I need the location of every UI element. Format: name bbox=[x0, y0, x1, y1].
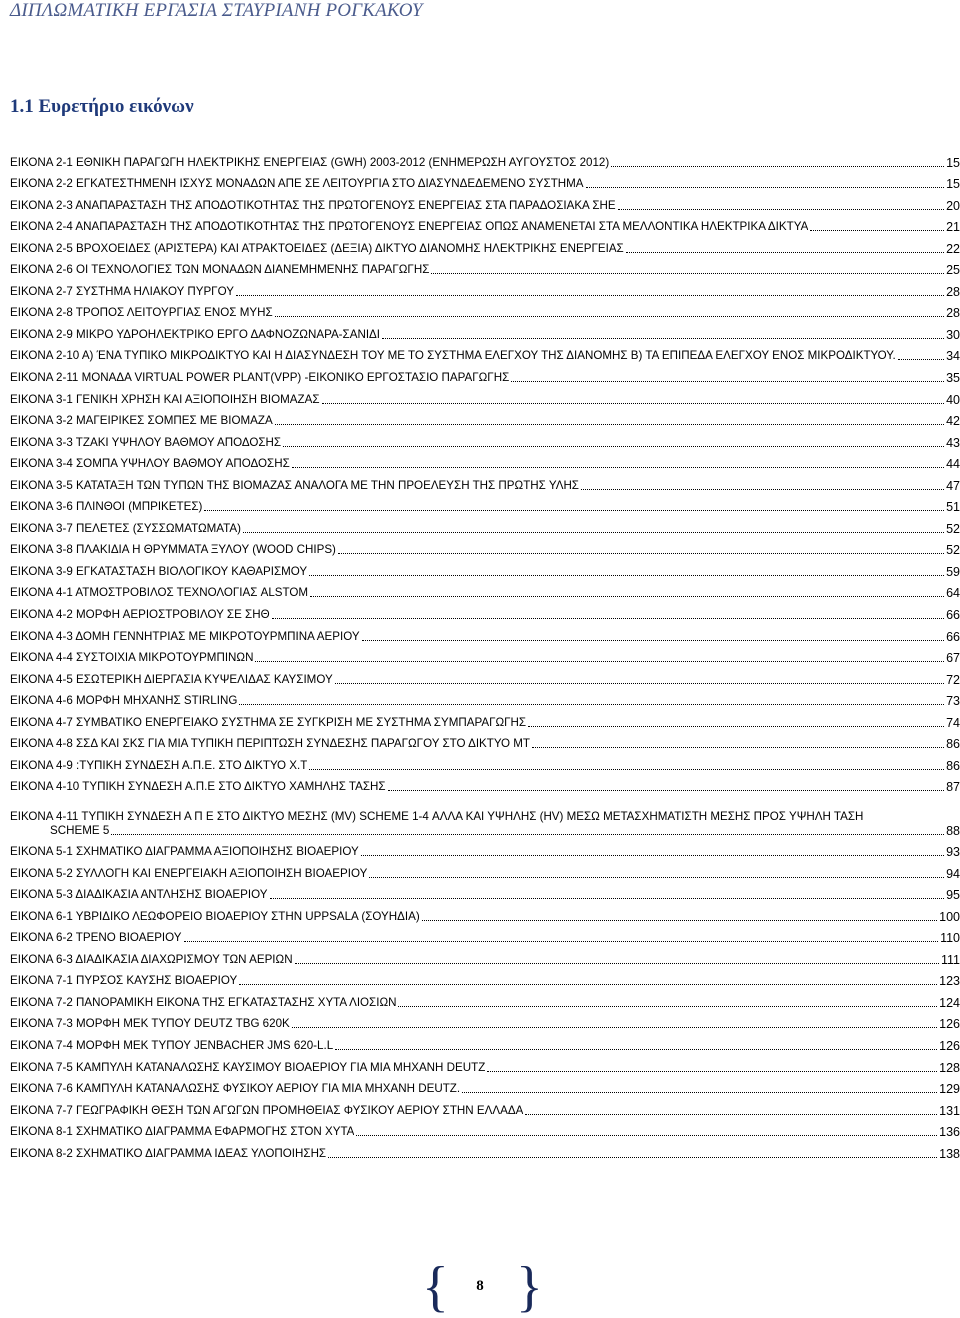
toc-entry[interactable] bbox=[10, 579, 960, 601]
toc-entry-title: ΕΙΚΟΝΑ 2-11 ΜΟΝΑΔΑ VIRTUAL POWER PLANT(VPP) -ΕΙΚΟΝΙΚΟ ΕΡΓΟΣΤΑΣΙΟ ΠΑΡΑΓΩΓΗΣ bbox=[10, 371, 510, 385]
toc-entry[interactable] bbox=[10, 945, 960, 967]
dot-leader bbox=[388, 790, 945, 791]
dot-leader bbox=[275, 316, 944, 317]
toc-entry[interactable] bbox=[10, 536, 960, 558]
toc-entry-page: 110 bbox=[940, 931, 960, 946]
toc-entry[interactable] bbox=[10, 1075, 960, 1097]
dot-leader bbox=[292, 1027, 937, 1028]
toc-entry[interactable] bbox=[10, 471, 960, 493]
toc-entry-title: ΕΙΚΟΝΑ 6-1 ΥΒΡΙΔΙΚΟ ΛΕΩΦΟΡΕΙΟ ΒΙΟΑΕΡΙΟΥ ΣΤΗΝ UPPSALA (ΣΟΥΗΔΙΑ) bbox=[10, 909, 420, 923]
toc-entry[interactable] bbox=[10, 773, 960, 795]
toc-entry-page: 74 bbox=[946, 715, 960, 730]
toc-entry-page: 128 bbox=[939, 1060, 960, 1075]
toc-entry-page: 52 bbox=[946, 543, 960, 558]
toc-entry-title: ΕΙΚΟΝΑ 7-3 ΜΟΡΦΗ ΜΕΚ ΤΥΠΟΥ DEUTZ TBG 620K bbox=[10, 1017, 290, 1031]
toc-entry-page: 126 bbox=[939, 1038, 960, 1053]
toc-entry-title: ΕΙΚΟΝΑ 2-5 ΒΡΟΧΟΕΙΔΕΣ (ΑΡΙΣΤΕΡΑ) ΚΑΙ ΑΤΡΑΚΤΟΕΙΔΕΣ (ΔΕΞΙΑ) ΔΙΚΤΥΟ ΔΙΑΝΟΜΗΣ ΗΛΕΚΤΡΙΚΗΣ ΕΝΕΡΓΕΙΑΣ bbox=[10, 241, 624, 255]
dot-leader bbox=[335, 683, 944, 684]
toc-entry[interactable] bbox=[10, 342, 960, 364]
toc-entry-page: 22 bbox=[946, 241, 960, 256]
toc-entry-page: 15 bbox=[946, 177, 960, 192]
toc-entry-title: ΕΙΚΟΝΑ 3-2 ΜΑΓΕΙΡΙΚΕΣ ΣΟΜΠΕΣ ΜΕ ΒΙΟΜΑΖΑ bbox=[10, 414, 273, 428]
toc-entry[interactable] bbox=[10, 622, 960, 644]
toc-entry[interactable] bbox=[10, 170, 960, 192]
dot-leader bbox=[275, 424, 944, 425]
toc-entry-title: ΕΙΚΟΝΑ 7-7 ΓΕΩΓΡΑΦΙΚΗ ΘΕΣΗ ΤΩΝ ΑΓΩΓΩΝ ΠΡΟΜΗΘΕΙΑΣ ΦΥΣΙΚΟΥ ΑΕΡΙΟΥ ΣΤΗΝ ΕΛΛΑΔΑ bbox=[10, 1103, 524, 1117]
dot-leader bbox=[255, 661, 944, 662]
dot-leader bbox=[361, 855, 944, 856]
toc-entry-page: 131 bbox=[939, 1103, 960, 1118]
toc-entry[interactable] bbox=[10, 299, 960, 321]
toc-entry[interactable] bbox=[10, 600, 960, 622]
toc-entry[interactable] bbox=[10, 794, 960, 837]
toc-entry[interactable] bbox=[10, 1053, 960, 1075]
dot-leader bbox=[618, 209, 944, 210]
dot-leader bbox=[335, 1049, 937, 1050]
dot-leader bbox=[322, 403, 945, 404]
dot-leader bbox=[111, 834, 944, 835]
toc-entry[interactable] bbox=[10, 751, 960, 773]
toc-entry-title: ΕΙΚΟΝΑ 3-7 ΠΕΛΕΤΕΣ (ΣΥΣΣΩΜΑΤΩΜΑΤΑ) bbox=[10, 521, 241, 535]
toc-entry-page: 126 bbox=[939, 1017, 960, 1032]
toc-entry[interactable] bbox=[10, 428, 960, 450]
toc-entry[interactable] bbox=[10, 967, 960, 989]
dot-leader bbox=[398, 1006, 937, 1007]
dot-leader bbox=[356, 1135, 937, 1136]
toc-entry-page: 44 bbox=[946, 457, 960, 472]
toc-entry-page: 86 bbox=[946, 758, 960, 773]
toc-entry[interactable] bbox=[10, 1118, 960, 1140]
dot-leader bbox=[283, 446, 944, 447]
toc-entry[interactable] bbox=[10, 838, 960, 860]
toc-entry[interactable] bbox=[10, 148, 960, 170]
dot-leader bbox=[369, 877, 944, 878]
dot-leader bbox=[239, 984, 937, 985]
dot-leader bbox=[511, 381, 944, 382]
dot-leader bbox=[328, 1157, 937, 1158]
toc-entry-page: 64 bbox=[946, 586, 960, 601]
dot-leader bbox=[422, 920, 937, 921]
toc-entry-title: ΕΙΚΟΝΑ 7-4 ΜΟΡΦΗ ΜΕΚ ΤΥΠΟΥ JENBACHER JMS 620-L.L bbox=[10, 1038, 334, 1052]
toc-entry[interactable] bbox=[10, 1010, 960, 1032]
dot-leader bbox=[270, 898, 945, 899]
toc-entry[interactable] bbox=[10, 385, 960, 407]
toc-entry[interactable] bbox=[10, 234, 960, 256]
toc-entry-title: ΕΙΚΟΝΑ 4-11 ΤΥΠΙΚΗ ΣΥΝΔΕΣΗ Α Π Ε ΣΤΟ ΔΙΚΤΥΟ ΜΕΣΗΣ (MV) SCHEME 1-4 ΑΛΛΑ ΚΑΙ ΥΨΗΛΗΣ (HV) ΜΕΣΩ ΜΕΤΑΣΧΗΜΑΤΙΣΤΗ ΜΕΣΗΣ ΠΡΟΣ ΥΨΗΛΗ ΤΑΣΗ bbox=[10, 809, 864, 823]
toc-entry-page: 87 bbox=[946, 780, 960, 795]
toc-entry-title: ΕΙΚΟΝΑ 5-3 ΔΙΑΔΙΚΑΣΙΑ ΑΝΤΛΗΣΗΣ ΒΙΟΑΕΡΙΟΥ bbox=[10, 888, 268, 902]
toc-entry-title: ΕΙΚΟΝΑ 4-2 ΜΟΡΦΗ ΑΕΡΙΟΣΤΡΟΒΙΛΟΥ ΣΕ ΣΗΘ bbox=[10, 608, 270, 622]
toc-entry-page: 34 bbox=[946, 349, 960, 364]
toc-entry-title: ΕΙΚΟΝΑ 2-1 ΕΘΝΙΚΗ ΠΑΡΑΓΩΓΗ ΗΛΕΚΤΡΙΚΗΣ ΕΝΕΡΓΕΙΑΣ (GWH) 2003-2012 (ΕΝΗΜΕΡΩΣΗ ΑΥΓΟΥΣΤΟΣ 2012) bbox=[10, 155, 610, 169]
toc-entry-title: ΕΙΚΟΝΑ 3-6 ΠΛΙΝΘΟΙ (ΜΠΡΙΚΕΤΕΣ) bbox=[10, 500, 203, 514]
toc-entry-page: 51 bbox=[946, 500, 960, 515]
toc-entry-page: 42 bbox=[946, 414, 960, 429]
toc-entry[interactable] bbox=[10, 213, 960, 235]
toc-entry-title: ΕΙΚΟΝΑ 2-10 Α) ΈΝΑ ΤΥΠΙΚΟ ΜΙΚΡΟΔΙΚΤΥΟ ΚΑΙ Η ΔΙΑΣΥΝΔΕΣΗ ΤΟΥ ΜΕ ΤΟ ΣΥΣΤΗΜΑ ΕΛΕΓΧΟΥ ΤΗΣ ΔΙΑΝΟΜΗΣ Β) ΤΑ ΕΠΙΠΕΔΑ ΕΛΕΓΧΟΥ ΕΝΟΣ ΜΙΚΡΟΔΙΚΤΥΟΥ. bbox=[10, 349, 896, 363]
toc-entry[interactable] bbox=[10, 665, 960, 687]
toc-entry[interactable] bbox=[10, 191, 960, 213]
toc-entry[interactable] bbox=[10, 988, 960, 1010]
left-brace-ornament: { bbox=[422, 1256, 449, 1318]
dot-leader bbox=[611, 166, 944, 167]
dot-leader bbox=[382, 338, 944, 339]
dot-leader bbox=[586, 187, 945, 188]
toc-entry-page: 94 bbox=[946, 866, 960, 881]
toc-entry-page: 136 bbox=[939, 1125, 960, 1140]
dot-leader bbox=[292, 467, 944, 468]
toc-entry-title: ΕΙΚΟΝΑ 3-9 ΕΓΚΑΤΑΣΤΑΣΗ ΒΙΟΛΟΓΙΚΟΥ ΚΑΘΑΡΙΣΜΟΥ bbox=[10, 564, 308, 578]
toc-entry-title: ΕΙΚΟΝΑ 4-7 ΣΥΜΒΑΤΙΚΟ ΕΝΕΡΓΕΙΑΚΟ ΣΥΣΤΗΜΑ ΣΕ ΣΥΓΚΡΙΣΗ ΜΕ ΣΥΣΤΗΜΑ ΣΥΜΠΑΡΑΓΩΓΗΣ bbox=[10, 715, 527, 729]
toc-entry-title: ΕΙΚΟΝΑ 7-6 ΚΑΜΠΥΛΗ ΚΑΤΑΝΑΛΩΣΗΣ ΦΥΣΙΚΟΥ ΑΕΡΙΟΥ ΓΙΑ ΜΙΑ ΜΗΧΑΝΗ DEUTZ. bbox=[10, 1082, 461, 1096]
toc-entry-page: 20 bbox=[946, 198, 960, 213]
toc-entry-page: 88 bbox=[946, 823, 960, 838]
dot-leader bbox=[204, 510, 944, 511]
toc-entry-title: ΕΙΚΟΝΑ 7-1 ΠΥΡΣΟΣ ΚΑΥΣΗΣ ΒΙΟΑΕΡΙΟΥ bbox=[10, 974, 238, 988]
dot-leader bbox=[272, 618, 945, 619]
toc-entry-title: ΕΙΚΟΝΑ 5-2 ΣΥΛΛΟΓΗ ΚΑΙ ΕΝΕΡΓΕΙΑΚΗ ΑΞΙΟΠΟΙΗΣΗ ΒΙΟΑΕΡΙΟΥ bbox=[10, 866, 368, 880]
toc-entry[interactable] bbox=[10, 363, 960, 385]
toc-entry-title: ΕΙΚΟΝΑ 2-3 ΑΝΑΠΑΡΑΣΤΑΣΗ ΤΗΣ ΑΠΟΔΟΤΙΚΟΤΗΤΑΣ ΤΗΣ ΠΡΩΤΟΓΕΝΟΥΣ ΕΝΕΡΓΕΙΑΣ ΣΤΑ ΠΑΡΑΔΟΣΙΑΚΑ ΣΗΕ bbox=[10, 198, 616, 212]
toc-entry-page: 73 bbox=[946, 694, 960, 709]
toc-entry-page: 28 bbox=[946, 284, 960, 299]
dot-leader bbox=[532, 747, 944, 748]
toc-entry[interactable] bbox=[10, 277, 960, 299]
toc-entry-title: ΕΙΚΟΝΑ 4-9 :ΤΥΠΙΚΗ ΣΥΝΔΕΣΗ Α.Π.Ε. ΣΤΟ ΔΙΚΤΥΟ Χ.Τ bbox=[10, 758, 308, 772]
running-header: ΔΙΠΛΩΜΑΤΙΚΗ ΕΡΓΑΣΙΑ ΣΤΑΥΡΙΑΝΗ ΡΟΓΚΑΚΟΥ bbox=[10, 0, 423, 21]
toc-entry-page: 111 bbox=[940, 952, 960, 967]
dot-leader bbox=[310, 596, 944, 597]
toc-entry-title: ΕΙΚΟΝΑ 6-2 ΤΡΕΝΟ ΒΙΟΑΕΡΙΟΥ bbox=[10, 931, 182, 945]
toc-entry[interactable] bbox=[10, 514, 960, 536]
toc-entry[interactable] bbox=[10, 256, 960, 278]
toc-entry-page: 67 bbox=[946, 651, 960, 666]
page-number: 8 bbox=[476, 1278, 484, 1294]
dot-leader bbox=[810, 230, 944, 231]
dot-leader bbox=[362, 640, 945, 641]
toc-entry-title: ΕΙΚΟΝΑ 3-8 ΠΛΑΚΙΔΙΑ Η ΘΡΥΜΜΑΤΑ ΞΥΛΟΥ (WOOD CHIPS) bbox=[10, 543, 336, 557]
toc-entry[interactable] bbox=[10, 730, 960, 752]
dot-leader bbox=[898, 359, 944, 360]
toc-entry[interactable] bbox=[10, 859, 960, 881]
toc-entry-page: 124 bbox=[939, 995, 960, 1010]
toc-entry-title: ΕΙΚΟΝΑ 8-1 ΣΧΗΜΑΤΙΚΟ ΔΙΑΓΡΑΜΜΑ ΕΦΑΡΜΟΓΗΣ ΣΤΟΝ ΧΥΤΑ bbox=[10, 1125, 355, 1139]
toc-entry-page: 100 bbox=[939, 909, 960, 924]
toc-entry[interactable] bbox=[10, 881, 960, 903]
toc-entry-page: 21 bbox=[946, 220, 960, 235]
dot-leader bbox=[528, 726, 944, 727]
dot-leader bbox=[309, 575, 944, 576]
toc-entry-title: ΕΙΚΟΝΑ 3-4 ΣΟΜΠΑ ΥΨΗΛΟΥ ΒΑΘΜΟΥ ΑΠΟΔΟΣΗΣ bbox=[10, 457, 290, 471]
toc-entry[interactable] bbox=[10, 407, 960, 429]
toc-entry-page: 28 bbox=[946, 306, 960, 321]
page-footer bbox=[0, 1256, 960, 1318]
toc-entry-title: ΕΙΚΟΝΑ 4-10 ΤΥΠΙΚΗ ΣΥΝΔΕΣΗ Α.Π.Ε ΣΤΟ ΔΙΚΤΥΟ ΧΑΜΗΛΗΣ ΤΑΣΗΣ bbox=[10, 780, 386, 794]
toc-entry-title: ΕΙΚΟΝΑ 4-4 ΣΥΣΤΟΙΧΙΑ ΜΙΚΡΟΤΟΥΡΜΠΙΝΩΝ bbox=[10, 651, 254, 665]
toc-entry-title: ΕΙΚΟΝΑ 4-5 ΕΣΩΤΕΡΙΚΗ ΔΙΕΡΓΑΣΙΑ ΚΥΨΕΛΙΔΑΣ ΚΑΥΣΙΜΟΥ bbox=[10, 672, 333, 686]
toc-entry[interactable] bbox=[10, 557, 960, 579]
toc-entry[interactable] bbox=[10, 1096, 960, 1118]
toc-entry-title: ΕΙΚΟΝΑ 3-1 ΓΕΝΙΚΗ ΧΡΗΣΗ ΚΑΙ ΑΞΙΟΠΟΙΗΣΗ ΒΙΟΜΑΖΑΣ bbox=[10, 392, 320, 406]
toc-entry-page: 95 bbox=[946, 888, 960, 903]
toc-entry-page: 35 bbox=[946, 371, 960, 386]
toc-entry[interactable] bbox=[10, 493, 960, 515]
toc-entry-title: ΕΙΚΟΝΑ 8-2 ΣΧΗΜΑΤΙΚΟ ΔΙΑΓΡΑΜΜΑ ΙΔΕΑΣ ΥΛΟΠΟΙΗΣΗΣ bbox=[10, 1146, 327, 1160]
toc-entry-title: ΕΙΚΟΝΑ 2-2 ΕΓΚΑΤΕΣΤΗΜΕΝΗ ΙΣΧΥΣ ΜΟΝΑΔΩΝ ΑΠΕ ΣΕ ΛΕΙΤΟΥΡΓΙΑ ΣΤΟ ΔΙΑΣΥΝΔΕΔΕΜΕΝΟ ΣΥΣΤΗΜΑ bbox=[10, 177, 584, 191]
dot-leader bbox=[338, 553, 944, 554]
section-title: 1.1 Ευρετήριο εικόνων bbox=[10, 96, 194, 117]
toc-entry-title: ΕΙΚΟΝΑ 2-4 ΑΝΑΠΑΡΑΣΤΑΣΗ ΤΗΣ ΑΠΟΔΟΤΙΚΟΤΗΤΑΣ ΤΗΣ ΠΡΩΤΟΓΕΝΟΥΣ ΕΝΕΡΓΕΙΑΣ ΟΠΩΣ ΑΝΑΜΕΝΕΤΑΙ ΣΤΑ ΜΕΛΛΟΝΤΙΚΑ ΗΛΕΚΤΡΙΚΑ ΔΙΚΤΥΑ bbox=[10, 220, 809, 234]
toc-entry[interactable] bbox=[10, 1139, 960, 1161]
toc-entry-title-continued: SCHEME 5 bbox=[50, 823, 110, 837]
toc-entry[interactable] bbox=[10, 450, 960, 472]
toc-entry-title: ΕΙΚΟΝΑ 4-8 ΣΣΔ ΚΑΙ ΣΚΣ ΓΙΑ ΜΙΑ ΤΥΠΙΚΗ ΠΕΡΙΠΤΩΣΗ ΣΥΝΔΕΣΗΣ ΠΑΡΑΓΩΓΟΥ ΣΤΟ ΔΙΚΤΥΟ ΜΤ bbox=[10, 737, 530, 751]
toc-entry-page: 40 bbox=[946, 392, 960, 407]
toc-entry-title: ΕΙΚΟΝΑ 3-5 ΚΑΤΑΤΑΞΗ ΤΩΝ ΤΥΠΩΝ ΤΗΣ ΒΙΟΜΑΖΑΣ ΑΝΑΛΟΓΑ ΜΕ ΤΗΝ ΠΡΟΕΛΕΥΣΗ ΤΗΣ ΠΡΩΤΗΣ ΥΛΗΣ bbox=[10, 478, 579, 492]
toc-entry-title: ΕΙΚΟΝΑ 2-7 ΣΥΣΤΗΜΑ ΗΛΙΑΚΟΥ ΠΥΡΓΟΥ bbox=[10, 284, 234, 298]
dot-leader bbox=[295, 963, 939, 964]
toc-entry-page: 93 bbox=[946, 845, 960, 860]
dot-leader bbox=[309, 769, 944, 770]
toc-entry-title: ΕΙΚΟΝΑ 3-3 ΤΖΑΚΙ ΥΨΗΛΟΥ ΒΑΘΜΟΥ ΑΠΟΔΟΣΗΣ bbox=[10, 435, 282, 449]
toc-entry-page: 59 bbox=[946, 564, 960, 579]
toc-entry-title: ΕΙΚΟΝΑ 4-3 ΔΟΜΗ ΓΕΝΝΗΤΡΙΑΣ ΜΕ ΜΙΚΡΟΤΟΥΡΜΠΙΝΑ ΑΕΡΙΟΥ bbox=[10, 629, 360, 643]
toc-entry-page: 123 bbox=[939, 974, 960, 989]
toc-entry[interactable] bbox=[10, 687, 960, 709]
toc-entry-page: 30 bbox=[946, 327, 960, 342]
toc-entry[interactable] bbox=[10, 1031, 960, 1053]
figure-index bbox=[10, 148, 960, 1161]
toc-entry-page: 86 bbox=[946, 737, 960, 752]
dot-leader bbox=[626, 252, 944, 253]
toc-entry-page: 43 bbox=[946, 435, 960, 450]
dot-leader bbox=[487, 1071, 937, 1072]
toc-entry-title: ΕΙΚΟΝΑ 7-2 ΠΑΝΟΡΑΜΙΚΗ ΕΙΚΟΝΑ ΤΗΣ ΕΓΚΑΤΑΣΤΑΣΗΣ ΧΥΤΑ ΛΙΟΣΙΩΝ bbox=[10, 995, 397, 1009]
toc-entry-page: 15 bbox=[946, 155, 960, 170]
toc-entry-page: 66 bbox=[946, 608, 960, 623]
toc-entry-page: 52 bbox=[946, 521, 960, 536]
dot-leader bbox=[431, 273, 944, 274]
toc-entry[interactable] bbox=[10, 924, 960, 946]
toc-entry-title: ΕΙΚΟΝΑ 7-5 ΚΑΜΠΥΛΗ ΚΑΤΑΝΑΛΩΣΗΣ ΚΑΥΣΙΜΟΥ ΒΙΟΑΕΡΙΟΥ ΓΙΑ ΜΙΑ ΜΗΧΑΝΗ DEUTZ bbox=[10, 1060, 486, 1074]
toc-entry-title: ΕΙΚΟΝΑ 4-1 ΑΤΜΟΣΤΡΟΒΙΛΟΣ ΤΕΧΝΟΛΟΓΙΑΣ ALSTOM bbox=[10, 586, 309, 600]
dot-leader bbox=[525, 1114, 937, 1115]
toc-entry[interactable] bbox=[10, 902, 960, 924]
toc-entry-title: ΕΙΚΟΝΑ 2-9 ΜΙΚΡΟ ΥΔΡΟΗΛΕΚΤΡΙΚΟ ΕΡΓΟ ΔΑΦΝΟΖΩΝΑΡΑ-ΣΑΝΙΔΙ bbox=[10, 327, 381, 341]
dot-leader bbox=[184, 941, 939, 942]
dot-leader bbox=[236, 295, 944, 296]
toc-entry[interactable] bbox=[10, 708, 960, 730]
toc-entry-page: 138 bbox=[939, 1146, 960, 1161]
toc-entry[interactable] bbox=[10, 644, 960, 666]
right-brace-ornament: } bbox=[516, 1256, 543, 1318]
dot-leader bbox=[581, 489, 944, 490]
toc-entry-page: 129 bbox=[939, 1082, 960, 1097]
toc-entry-page: 66 bbox=[946, 629, 960, 644]
toc-entry[interactable] bbox=[10, 320, 960, 342]
toc-entry-title: ΕΙΚΟΝΑ 2-6 ΟΙ ΤΕΧΝΟΛΟΓΙΕΣ ΤΩΝ ΜΟΝΑΔΩΝ ΔΙΑΝΕΜΗΜΕΝΗΣ ΠΑΡΑΓΩΓΗΣ bbox=[10, 263, 430, 277]
dot-leader bbox=[239, 704, 944, 705]
toc-entry-page: 47 bbox=[946, 478, 960, 493]
dot-leader bbox=[462, 1092, 937, 1093]
toc-entry-title: ΕΙΚΟΝΑ 6-3 ΔΙΑΔΙΚΑΣΙΑ ΔΙΑΧΩΡΙΣΜΟΥ ΤΩΝ ΑΕΡΙΩΝ bbox=[10, 952, 293, 966]
toc-entry-page: 72 bbox=[946, 672, 960, 687]
dot-leader bbox=[243, 532, 944, 533]
toc-entry-title: ΕΙΚΟΝΑ 2-8 ΤΡΟΠΟΣ ΛΕΙΤΟΥΡΓΙΑΣ ΕΝΟΣ ΜΥΗΣ bbox=[10, 306, 273, 320]
toc-entry-title: ΕΙΚΟΝΑ 4-6 ΜΟΡΦΗ ΜΗΧΑΝΗΣ STIRLING bbox=[10, 694, 238, 708]
toc-entry-page: 25 bbox=[946, 263, 960, 278]
toc-entry-title: ΕΙΚΟΝΑ 5-1 ΣΧΗΜΑΤΙΚΟ ΔΙΑΓΡΑΜΜΑ ΑΞΙΟΠΟΙΗΣΗΣ ΒΙΟΑΕΡΙΟΥ bbox=[10, 845, 359, 859]
